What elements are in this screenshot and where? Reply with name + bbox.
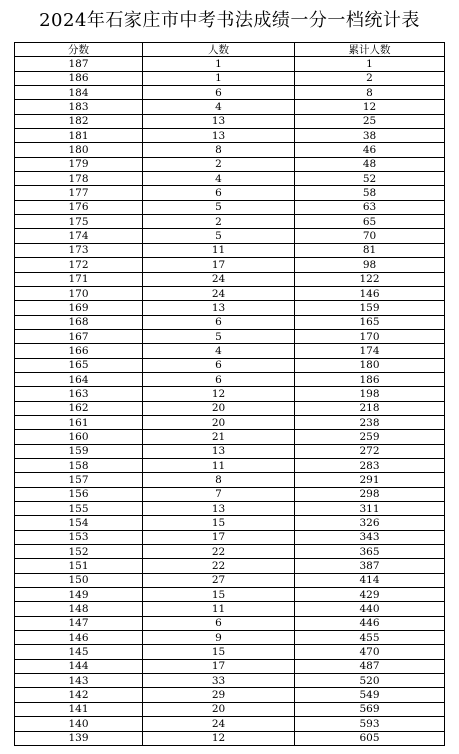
count-cell: 15	[143, 588, 295, 602]
count-cell: 5	[143, 229, 295, 243]
column-header-count: 人数	[143, 43, 295, 57]
table-row	[15, 602, 445, 616]
score-cell: 174	[15, 229, 143, 243]
count-cell: 6	[143, 616, 295, 630]
table-row	[15, 372, 445, 386]
table-row	[15, 674, 445, 688]
score-cell: 160	[15, 430, 143, 444]
score-cell: 173	[15, 243, 143, 257]
count-cell: 15	[143, 516, 295, 530]
score-cell: 163	[15, 387, 143, 401]
count-cell: 27	[143, 573, 295, 587]
score-cell: 181	[15, 129, 143, 143]
score-cell: 182	[15, 114, 143, 128]
score-cell: 180	[15, 143, 143, 157]
count-cell: 17	[143, 659, 295, 673]
cumulative-count-cell: 12	[295, 100, 445, 114]
column-header-cumulative: 累计人数	[295, 43, 445, 57]
cumulative-count-cell: 387	[295, 559, 445, 573]
count-cell: 33	[143, 674, 295, 688]
count-cell: 6	[143, 358, 295, 372]
cumulative-count-cell: 25	[295, 114, 445, 128]
score-cell: 152	[15, 545, 143, 559]
table-row	[15, 172, 445, 186]
table-row	[15, 458, 445, 472]
score-cell: 186	[15, 71, 143, 85]
count-cell: 8	[143, 143, 295, 157]
count-cell: 13	[143, 114, 295, 128]
count-cell: 13	[143, 301, 295, 315]
cumulative-count-cell: 455	[295, 631, 445, 645]
table-row	[15, 258, 445, 272]
table-row	[15, 286, 445, 300]
score-cell: 149	[15, 588, 143, 602]
table-row	[15, 645, 445, 659]
cumulative-count-cell: 440	[295, 602, 445, 616]
cumulative-count-cell: 446	[295, 616, 445, 630]
cumulative-count-cell: 70	[295, 229, 445, 243]
count-cell: 6	[143, 315, 295, 329]
table-row	[15, 545, 445, 559]
count-cell: 29	[143, 688, 295, 702]
cumulative-count-cell: 283	[295, 458, 445, 472]
table-row	[15, 387, 445, 401]
table-body	[15, 57, 445, 746]
cumulative-count-cell: 311	[295, 502, 445, 516]
cumulative-count-cell: 1	[295, 57, 445, 71]
cumulative-count-cell: 569	[295, 702, 445, 716]
count-cell: 11	[143, 243, 295, 257]
cumulative-count-cell: 549	[295, 688, 445, 702]
score-cell: 168	[15, 315, 143, 329]
count-cell: 24	[143, 272, 295, 286]
score-cell: 147	[15, 616, 143, 630]
score-cell: 156	[15, 487, 143, 501]
score-cell: 146	[15, 631, 143, 645]
cumulative-count-cell: 146	[295, 286, 445, 300]
table-row	[15, 344, 445, 358]
table-row	[15, 71, 445, 85]
score-cell: 162	[15, 401, 143, 415]
table-row	[15, 157, 445, 171]
cumulative-count-cell: 487	[295, 659, 445, 673]
score-cell: 143	[15, 674, 143, 688]
count-cell: 13	[143, 129, 295, 143]
count-cell: 2	[143, 215, 295, 229]
cumulative-count-cell: 58	[295, 186, 445, 200]
cumulative-count-cell: 429	[295, 588, 445, 602]
table-row	[15, 57, 445, 71]
page-title: 2024年石家庄市中考书法成绩一分一档统计表	[39, 10, 420, 31]
table-row	[15, 243, 445, 257]
cumulative-count-cell: 180	[295, 358, 445, 372]
count-cell: 1	[143, 71, 295, 85]
score-cell: 161	[15, 415, 143, 429]
score-cell: 169	[15, 301, 143, 315]
count-cell: 5	[143, 329, 295, 343]
cumulative-count-cell: 2	[295, 71, 445, 85]
table-row	[15, 143, 445, 157]
count-cell: 13	[143, 444, 295, 458]
count-cell: 7	[143, 487, 295, 501]
table-row	[15, 415, 445, 429]
cumulative-count-cell: 38	[295, 129, 445, 143]
count-cell: 20	[143, 702, 295, 716]
score-cell: 155	[15, 502, 143, 516]
score-cell: 170	[15, 286, 143, 300]
count-cell: 6	[143, 372, 295, 386]
cumulative-count-cell: 272	[295, 444, 445, 458]
cumulative-count-cell: 52	[295, 172, 445, 186]
cumulative-count-cell: 238	[295, 415, 445, 429]
score-cell: 145	[15, 645, 143, 659]
count-cell: 8	[143, 473, 295, 487]
count-cell: 12	[143, 731, 295, 745]
count-cell: 12	[143, 387, 295, 401]
table-row	[15, 631, 445, 645]
count-cell: 22	[143, 545, 295, 559]
score-distribution-table	[14, 42, 445, 746]
score-cell: 150	[15, 573, 143, 587]
cumulative-count-cell: 520	[295, 674, 445, 688]
score-cell: 140	[15, 717, 143, 731]
cumulative-count-cell: 98	[295, 258, 445, 272]
table-row	[15, 717, 445, 731]
cumulative-count-cell: 198	[295, 387, 445, 401]
table-row	[15, 530, 445, 544]
table-row	[15, 588, 445, 602]
table-row	[15, 229, 445, 243]
cumulative-count-cell: 218	[295, 401, 445, 415]
score-cell: 172	[15, 258, 143, 272]
cumulative-count-cell: 470	[295, 645, 445, 659]
table-row	[15, 616, 445, 630]
cumulative-count-cell: 65	[295, 215, 445, 229]
cumulative-count-cell: 122	[295, 272, 445, 286]
table-row	[15, 502, 445, 516]
count-cell: 21	[143, 430, 295, 444]
table-row	[15, 315, 445, 329]
cumulative-count-cell: 159	[295, 301, 445, 315]
table-row	[15, 516, 445, 530]
table-row	[15, 114, 445, 128]
cumulative-count-cell: 259	[295, 430, 445, 444]
count-cell: 2	[143, 157, 295, 171]
count-cell: 15	[143, 645, 295, 659]
count-cell: 20	[143, 415, 295, 429]
table-row	[15, 688, 445, 702]
score-cell: 177	[15, 186, 143, 200]
table-row	[15, 401, 445, 415]
table-row	[15, 659, 445, 673]
count-cell: 6	[143, 186, 295, 200]
count-cell: 24	[143, 286, 295, 300]
score-cell: 148	[15, 602, 143, 616]
count-cell: 11	[143, 602, 295, 616]
table-row	[15, 186, 445, 200]
count-cell: 1	[143, 57, 295, 71]
table-row	[15, 215, 445, 229]
score-cell: 158	[15, 458, 143, 472]
score-cell: 144	[15, 659, 143, 673]
score-cell: 176	[15, 200, 143, 214]
score-cell: 141	[15, 702, 143, 716]
count-cell: 4	[143, 172, 295, 186]
table-row	[15, 731, 445, 745]
count-cell: 6	[143, 86, 295, 100]
score-cell: 175	[15, 215, 143, 229]
count-cell: 4	[143, 344, 295, 358]
cumulative-count-cell: 326	[295, 516, 445, 530]
cumulative-count-cell: 170	[295, 329, 445, 343]
cumulative-count-cell: 81	[295, 243, 445, 257]
table-row	[15, 559, 445, 573]
table-row	[15, 573, 445, 587]
score-cell: 183	[15, 100, 143, 114]
cumulative-count-cell: 593	[295, 717, 445, 731]
cumulative-count-cell: 365	[295, 545, 445, 559]
cumulative-count-cell: 414	[295, 573, 445, 587]
cumulative-count-cell: 46	[295, 143, 445, 157]
count-cell: 11	[143, 458, 295, 472]
cumulative-count-cell: 48	[295, 157, 445, 171]
table-row	[15, 86, 445, 100]
score-cell: 164	[15, 372, 143, 386]
table-row	[15, 329, 445, 343]
count-cell: 17	[143, 258, 295, 272]
table-row	[15, 100, 445, 114]
table-row	[15, 129, 445, 143]
score-cell: 139	[15, 731, 143, 745]
table-row	[15, 487, 445, 501]
count-cell: 13	[143, 502, 295, 516]
score-cell: 157	[15, 473, 143, 487]
score-cell: 179	[15, 157, 143, 171]
score-cell: 159	[15, 444, 143, 458]
table-row	[15, 430, 445, 444]
table-row	[15, 200, 445, 214]
score-cell: 153	[15, 530, 143, 544]
score-cell: 167	[15, 329, 143, 343]
count-cell: 4	[143, 100, 295, 114]
column-header-score: 分数	[15, 43, 143, 57]
score-cell: 165	[15, 358, 143, 372]
cumulative-count-cell: 343	[295, 530, 445, 544]
count-cell: 20	[143, 401, 295, 415]
count-cell: 22	[143, 559, 295, 573]
table-row	[15, 702, 445, 716]
table-row	[15, 301, 445, 315]
table-row	[15, 473, 445, 487]
cumulative-count-cell: 291	[295, 473, 445, 487]
score-cell: 184	[15, 86, 143, 100]
table-row	[15, 272, 445, 286]
table-header-row	[15, 43, 445, 57]
cumulative-count-cell: 186	[295, 372, 445, 386]
table-row	[15, 444, 445, 458]
cumulative-count-cell: 8	[295, 86, 445, 100]
table-row	[15, 358, 445, 372]
cumulative-count-cell: 63	[295, 200, 445, 214]
count-cell: 24	[143, 717, 295, 731]
score-cell: 178	[15, 172, 143, 186]
score-cell: 187	[15, 57, 143, 71]
score-cell: 171	[15, 272, 143, 286]
cumulative-count-cell: 174	[295, 344, 445, 358]
count-cell: 5	[143, 200, 295, 214]
count-cell: 9	[143, 631, 295, 645]
count-cell: 17	[143, 530, 295, 544]
cumulative-count-cell: 605	[295, 731, 445, 745]
score-cell: 154	[15, 516, 143, 530]
score-cell: 166	[15, 344, 143, 358]
score-cell: 151	[15, 559, 143, 573]
cumulative-count-cell: 298	[295, 487, 445, 501]
cumulative-count-cell: 165	[295, 315, 445, 329]
score-cell: 142	[15, 688, 143, 702]
